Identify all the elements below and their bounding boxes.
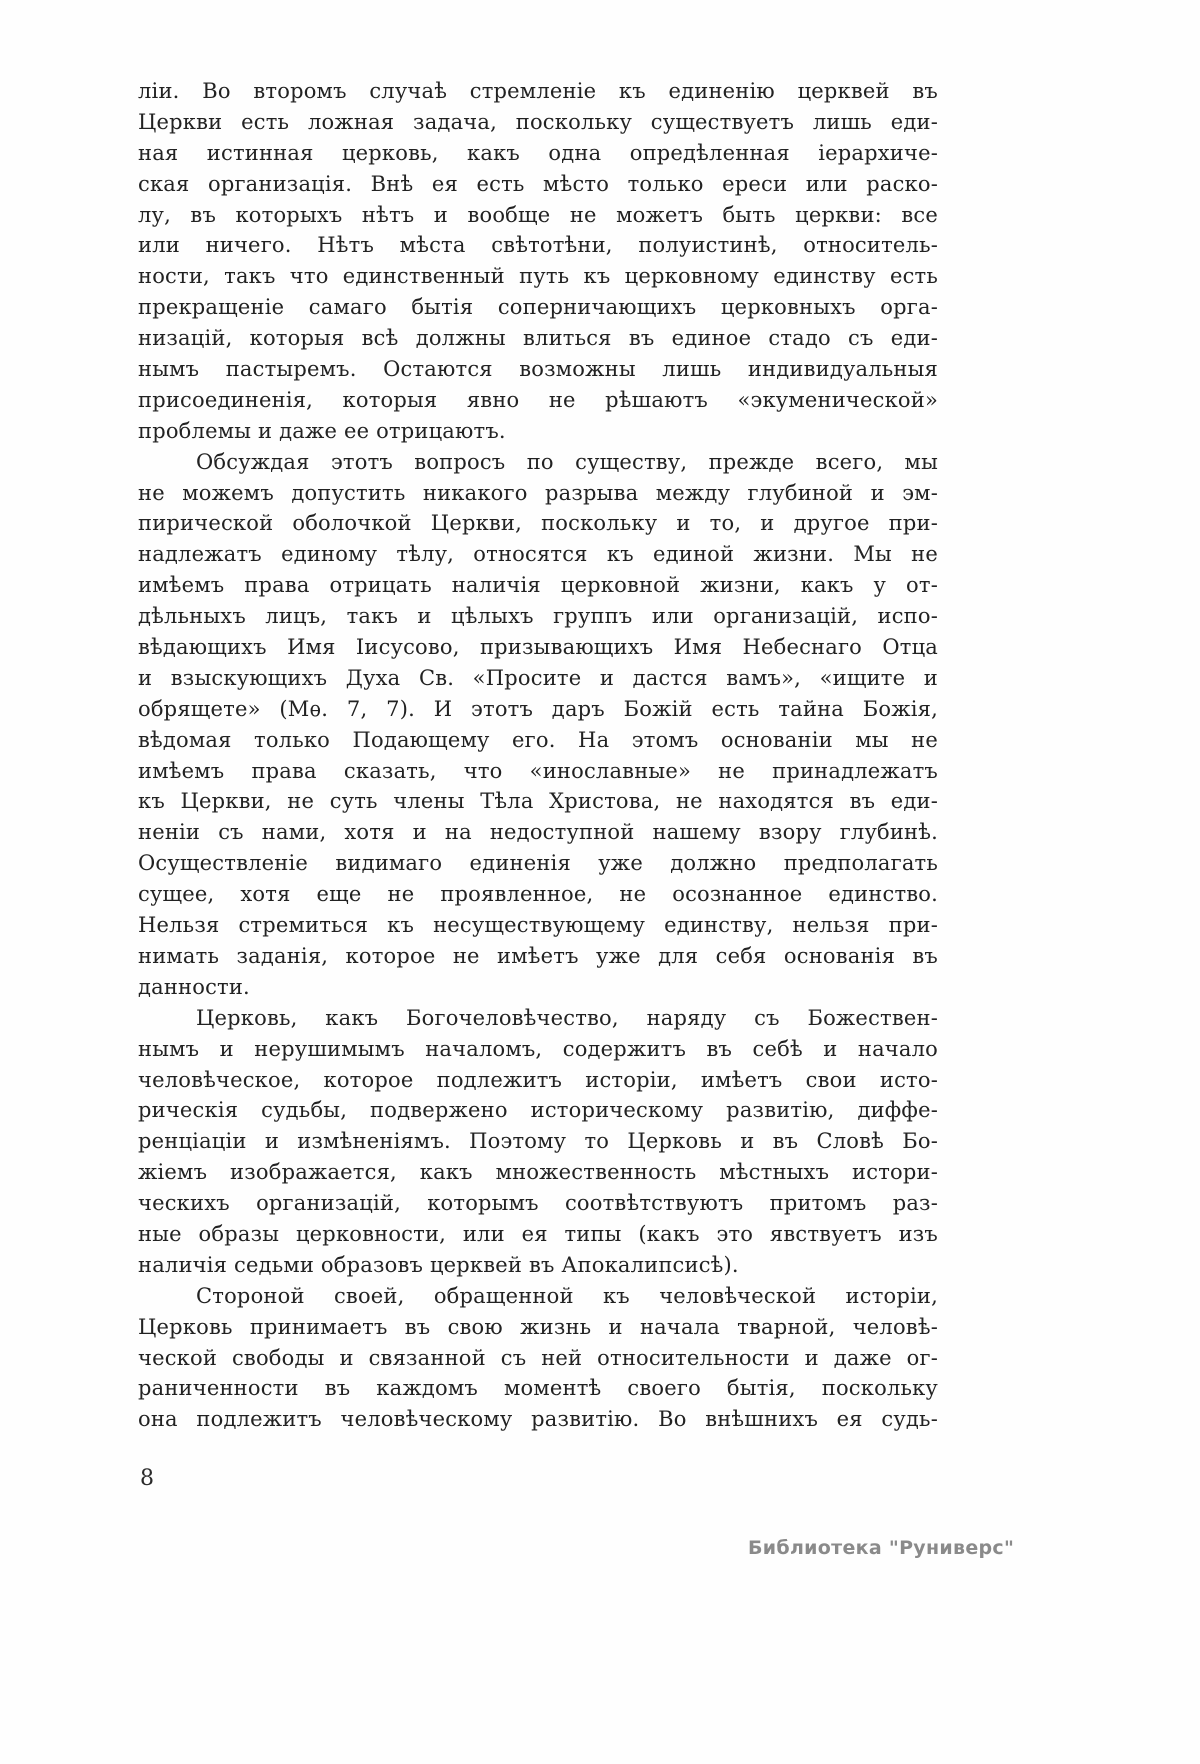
text-line: неніи съ нами, хотя и на недоступной нашему взору глубинѣ. xyxy=(138,820,938,845)
text-line: надлежатъ единому тѣлу, относятся къ единой жизни. Мы не xyxy=(138,542,938,567)
text-line: Церкви есть ложная задача, поскольку существуетъ лишь еди- xyxy=(138,109,938,134)
text-line: Осуществленіе видимаго единенія уже должно предполагать xyxy=(138,851,938,876)
text-line: обрящете» (Мѳ. 7, 7). И этотъ даръ Божій есть тайна Божія, xyxy=(138,696,938,721)
text-line: ные образы церковности, или ея типы (какъ это явствуетъ изъ xyxy=(138,1221,938,1246)
text-line: ліи. Во второмъ случаѣ стремленіе къ единенію церквей въ xyxy=(138,79,938,103)
text-line: она подлежитъ человѣческому развитію. Во внѣшнихъ ея судь- xyxy=(138,1407,938,1432)
text-line: Стороной своей, обращенной къ человѣческой исторіи, xyxy=(196,1283,938,1308)
text-line: ная истинная церковь, какъ одна опредѣленная іерархиче- xyxy=(138,140,938,165)
paragraph xyxy=(138,76,938,447)
text-line: данности. xyxy=(138,974,250,999)
text-line: имѣемъ права отрицать наличія церковной жизни, какъ у от- xyxy=(138,573,938,598)
text-line: рическія судьбы, подвержено историческому развитію, диффе- xyxy=(138,1098,938,1123)
text-line: жіемъ изображается, какъ множественность мѣстныхъ истори- xyxy=(138,1160,938,1185)
text-line: наличія седьми образовъ церквей въ Апокалипсисѣ). xyxy=(138,1252,739,1277)
text-line: низацій, которыя всѣ должны влиться въ единое стадо съ еди- xyxy=(138,326,938,351)
text-line: нымъ и нерушимымъ началомъ, содержитъ въ себѣ и начало xyxy=(138,1036,938,1061)
text-line: вѣдомая только Подающему его. На этомъ основаніи мы не xyxy=(138,727,938,752)
text-line: къ Церкви, не суть члены Тѣла Христова, не находятся въ еди- xyxy=(138,789,938,814)
text-line: человѣческое, которое подлежитъ исторіи, имѣетъ свои исто- xyxy=(138,1067,938,1092)
page-number: 8 xyxy=(140,1466,154,1491)
text-line: проблемы и даже ее отрицаютъ. xyxy=(138,418,506,443)
text-line: пирической оболочкой Церкви, поскольку и то, и другое при- xyxy=(138,511,938,536)
text-line: ская организація. Внѣ ея есть мѣсто только ереси или раско- xyxy=(138,171,938,196)
text-line: Нельзя стремиться къ несуществующему единству, нельзя при- xyxy=(138,913,938,938)
text-line: сущее, хотя еще не проявленное, не осознанное единство. xyxy=(138,882,938,907)
text-line: или ничего. Нѣтъ мѣста свѣтотѣни, полуистинѣ, относитель- xyxy=(138,233,938,258)
text-line: Обсуждая этотъ вопросъ по существу, прежде всего, мы xyxy=(196,449,938,474)
text-line: Церковь принимаетъ въ свою жизнь и начала тварной, человѣ- xyxy=(138,1314,938,1339)
text-line: имѣемъ права сказать, что «инославные» не принадлежатъ xyxy=(138,758,938,783)
text-line: дѣльныхъ лицъ, такъ и цѣлыхъ группъ или организацій, испо- xyxy=(138,604,938,629)
text-line: ренціаціи и измѣненіямъ. Поэтому то Церковь и въ Словѣ Бо- xyxy=(138,1129,938,1154)
text-line: Церковь, какъ Богочеловѣчество, наряду съ Божествен- xyxy=(196,1005,938,1030)
watermark: Библиотека "Руниверс" xyxy=(748,1537,1015,1559)
text-line: нымъ пастыремъ. Остаются возможны лишь индивидуальныя xyxy=(138,357,938,382)
page-text xyxy=(138,76,938,1435)
text-line: и взыскующихъ Духа Св. «Просите и дастся вамъ», «ищите и xyxy=(138,665,938,690)
text-line: ческихъ организацій, которымъ соотвѣтствуютъ притомъ раз- xyxy=(138,1191,938,1216)
text-line: нимать заданія, которое не имѣетъ уже для себя основанія въ xyxy=(138,943,938,968)
paragraph xyxy=(138,447,938,1003)
text-line: ности, такъ что единственный путь къ церковному единству есть xyxy=(138,264,938,289)
text-line: вѣдающихъ Имя Іисусово, призывающихъ Имя Небеснаго Отца xyxy=(138,635,938,660)
text-line: прекращеніе самаго бытія соперничающихъ церковныхъ орга- xyxy=(138,295,938,320)
text-line: присоединенія, которыя явно не рѣшаютъ «экуменической» xyxy=(138,387,938,412)
text-line: не можемъ допустить никакого разрыва между глубиной и эм- xyxy=(138,480,938,505)
paragraph xyxy=(138,1003,938,1281)
text-line: ческой свободы и связанной съ ней относительности и даже ог- xyxy=(138,1345,938,1370)
text-line: раниченности въ каждомъ моментѣ своего бытія, поскольку xyxy=(138,1376,938,1401)
text-line: лу, въ которыхъ нѣтъ и вообще не можетъ быть церкви: все xyxy=(138,202,938,227)
paragraph xyxy=(138,1281,938,1435)
